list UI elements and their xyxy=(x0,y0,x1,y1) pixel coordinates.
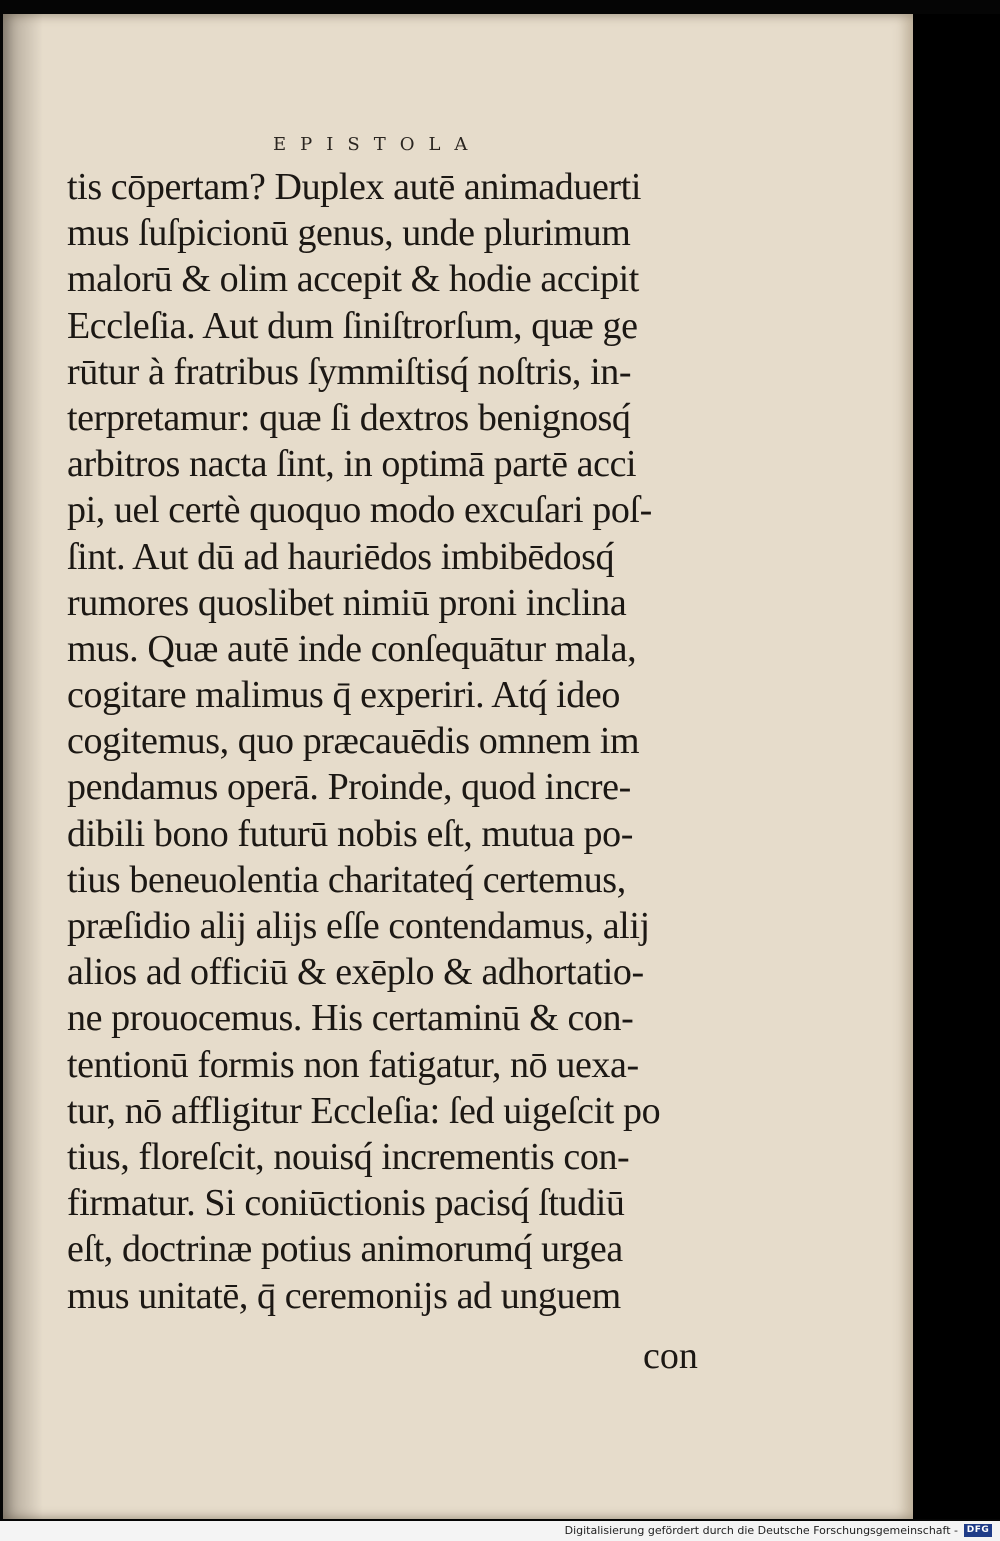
text-line: pi, uel certè quoquo modo excuſari poſ- xyxy=(67,489,652,532)
text-line: tius, floreſcit, nouisq́ incrementis con- xyxy=(67,1135,630,1178)
text-line: rūtur à fratribus ſymmiſtisq́ noſtris, in- xyxy=(67,350,632,393)
text-line: tur, nō affligitur Eccleſia: ſed uigeſcit po xyxy=(67,1089,661,1132)
text-line: tius beneuolentia charitateq́ certemus, xyxy=(67,858,626,901)
text-line: tentionū formis non fatigatur, nō uexa- xyxy=(67,1043,639,1086)
text-line: mus ſuſpicionū genus, unde plurimum xyxy=(67,212,631,255)
text-line: pendamus operā. Proinde, quod incre- xyxy=(67,766,631,809)
running-head: EPISTOLA xyxy=(273,134,482,155)
text-line: cogitemus, quo præcauēdis omnem im xyxy=(67,720,640,763)
text-line: Eccleſia. Aut dum ſiniſtrorſum, quæ ge xyxy=(67,304,638,347)
text-line: ne prouocemus. His certaminū & con- xyxy=(67,997,634,1040)
text-line: arbitros nacta ſint, in optimā partē acci xyxy=(67,443,637,486)
footer-bar xyxy=(0,1521,1000,1541)
text-line: tis cōpertam? Duplex autē animaduerti xyxy=(67,166,641,208)
book-page xyxy=(3,14,913,1519)
text-line: eſt, doctrinæ potius animorumq́ urgea xyxy=(67,1228,623,1271)
text-line: mus unitatē, q̄ ceremonijs ad unguem xyxy=(67,1274,621,1317)
text-line: ſint. Aut dū ad hauriēdos imbibēdosq́ xyxy=(67,535,615,578)
footer-credit: Digitalisierung gefördert durch die Deutsche Forschungsgemeinschaft - xyxy=(564,1524,958,1537)
scan-margin xyxy=(913,14,1000,1519)
text-line: cogitare malimus q̄ experiri. Atq́ ideo xyxy=(67,674,620,717)
text-line: dibili bono futurū nobis eſt, mutua po- xyxy=(67,812,633,855)
text-line: alios ad officiū & exēplo & adhortatio- xyxy=(67,951,644,994)
text-line: rumores quoslibet nimiū proni inclina xyxy=(67,581,627,624)
text-line: firmatur. Si coniūctionis pacisq́ ſtudiū xyxy=(67,1182,625,1225)
text-line: malorū & olim accepit & hodie accipit xyxy=(67,258,639,301)
text-line: terpretamur: quæ ſi dextros benignosq́ xyxy=(67,396,631,439)
text-line: mus. Quæ autē inde conſequātur mala, xyxy=(67,627,637,670)
text-line: præſidio alij alijs eſſe contendamus, alij xyxy=(67,905,650,947)
text-block xyxy=(67,164,727,1319)
catchword: con xyxy=(643,1335,698,1377)
dfg-logo-icon: DFG xyxy=(964,1524,992,1537)
